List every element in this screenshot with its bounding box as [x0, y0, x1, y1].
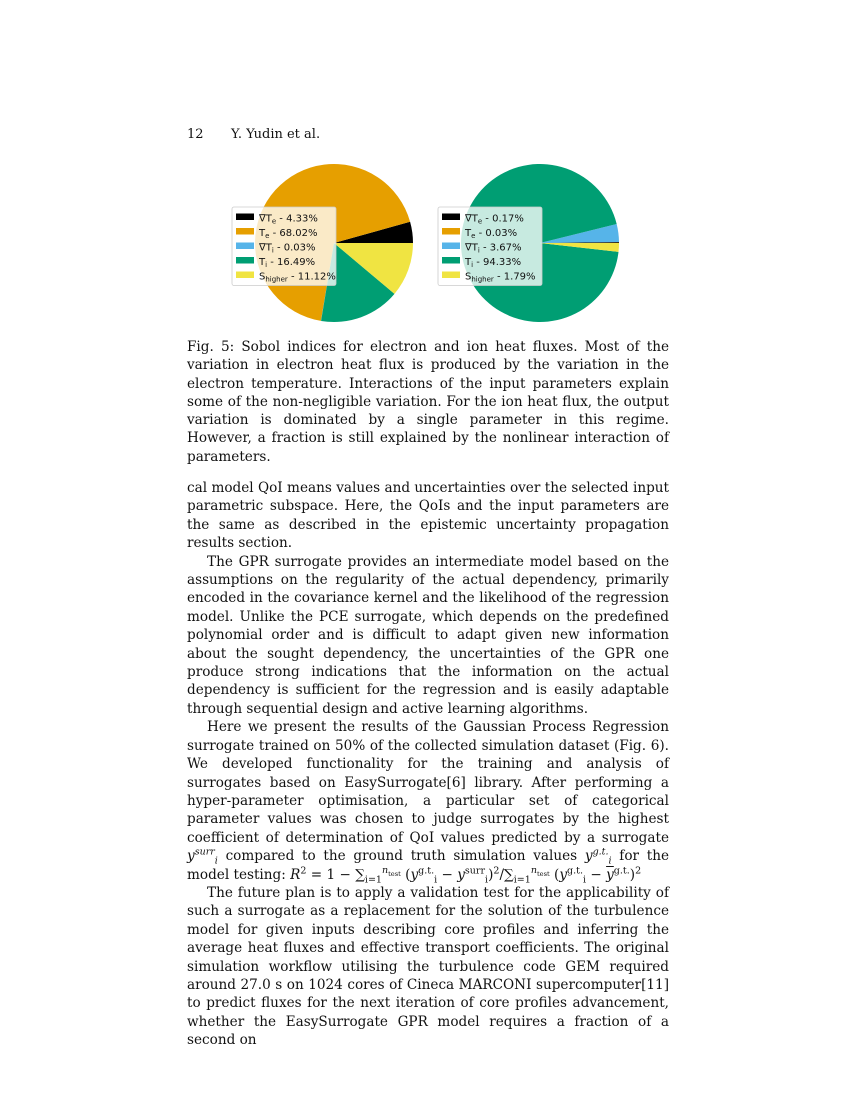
legend-swatch-1-1 [442, 228, 460, 235]
legend-swatch-1-2 [442, 243, 460, 250]
legend-swatch-0-4 [236, 272, 254, 279]
figure-sobol-pies [185, 160, 665, 330]
paragraph-1: cal model QoI means values and uncertainties over the selected input parametric subspace. Here, the QoIs and the input parameters are the same as described in the epistemic uncertainty propagation results section. [187, 480, 669, 552]
running-title: Y. Yudin et al. [231, 127, 321, 142]
legend-swatch-1-0 [442, 214, 460, 221]
y-gt-symbol: $y^{g.t.}_i$ [584, 846, 612, 867]
paragraph-3-text-b: compared to the ground truth simulation values [217, 848, 585, 865]
y-surr-symbol: $y^{surr}_i$ [187, 846, 218, 867]
legend-label-1-4: $S_{higher} - 1.79\%$ [465, 271, 536, 284]
running-header [187, 127, 320, 142]
body-text [187, 479, 669, 1050]
legend-swatch-1-4 [442, 272, 460, 279]
legend-label-0-0: $\nabla T_e - 4.33\%$ [259, 213, 318, 226]
legend-label-0-3: $T_i - 16.49\%$ [259, 257, 316, 269]
legend-ion [438, 207, 542, 286]
paragraph-3-text-c: for the model testing: [187, 848, 669, 883]
legend-label-1-0: $\nabla T_e - 0.17\%$ [465, 213, 524, 226]
legend-label-1-1: $T_e - 0.03\%$ [465, 228, 518, 240]
pie-charts-svg [185, 160, 665, 330]
legend-label-1-2: $\nabla T_i - 3.67\%$ [465, 242, 522, 255]
legend-swatch-0-1 [236, 228, 254, 235]
paragraph-3 [187, 718, 669, 884]
legend-electron [232, 207, 336, 286]
legend-swatch-0-0 [236, 214, 254, 221]
figure-caption: Fig. 5: Sobol indices for electron and ion heat fluxes. Most of the variation in electron heat flux is produced by the variation in the electron temperature. Interactions of the input parameters explain some of the non-negligible variation. For the ion heat flux, the output variation is dominated by a single parameter in this regime. However, a fraction is still explained by the nonlinear interaction of parameters. [187, 339, 669, 465]
legend-swatch-0-2 [236, 243, 254, 250]
legend-swatch-0-3 [236, 257, 254, 264]
paragraph-3-text-a: Here we present the results of the Gaussian Process Regression surrogate trained on 50% of the collected simulation dataset (Fig. 6). We developed functionality for the training and analysis of surrogates based on EasySurrogate[6] library. After performing a hyper-parameter optimisation, a particular set of categorical parameter values was chosen to judge surrogates by the highest coefficient of determination of QoI values predicted by a surrogate [187, 719, 669, 846]
paragraph-2: The GPR surrogate provides an intermediate model based on the assumptions on the regularity of the actual dependency, primarily encoded in the covariance kernel and the likelihood of the regression model. Unlike the PCE surrogate, which depends on the predefined polynomial order and is difficult to adapt given new information about the sought dependency, the uncertainties of the GPR one produce strong indications that the information on the actual dependency is sufficient for the regression and is easily adaptable through sequential design and active learning algorithms. [187, 553, 669, 717]
legend-label-0-1: $T_e - 68.02\%$ [259, 228, 318, 240]
legend-label-1-3: $T_i - 94.33\%$ [465, 257, 522, 269]
legend-label-0-4: $S_{higher} - 11.12\%$ [259, 271, 336, 284]
legend-swatch-1-3 [442, 257, 460, 264]
paragraph-4: The future plan is to apply a validation test for the applicability of such a surrogate as a replacement for the solution of the turbulence model for given inputs describing core profiles and inferring the average heat fluxes and effective transport coefficients. The original simulation workflow utilising the turbulence code GEM required around 27.0 s on 1024 cores of Cineca MARCONI supercomputer[11] to predict fluxes for the next iteration of core profiles advancement, whether the EasySurrogate GPR model requires a fraction of a second on [187, 884, 669, 1049]
page-number: 12 [187, 127, 204, 142]
r-squared-formula: $R^2 = 1 - \sum_{i=1}^{n_{test}}$ $(y^{g.t.}_i - y^{surr}_i)^2/\sum_{i=1}^{n_{test}}$ $(y^{g.t.}_i - \overline{y}^{g.t.})^2$ [290, 865, 642, 886]
legend-label-0-2: $\nabla T_i - 0.03\%$ [259, 242, 316, 255]
